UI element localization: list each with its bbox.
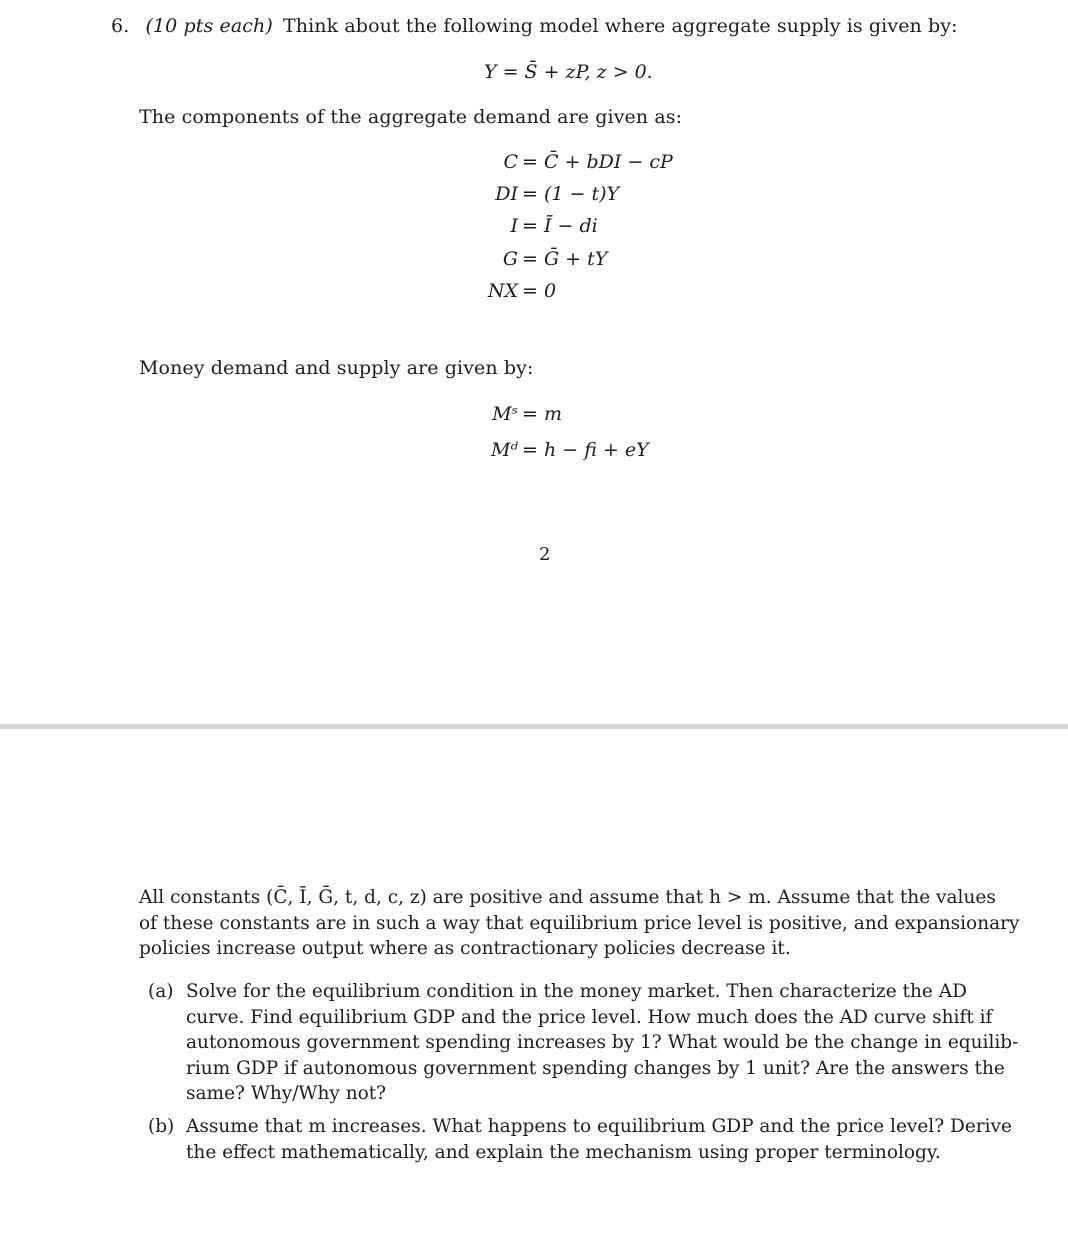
demand-intro: The components of the aggregate demand are given as: — [139, 106, 683, 128]
paragraph-line: All constants (C̄, Ī, Ḡ, t, d, c, z) are positive and assume that h > m. Assume that the values — [139, 887, 996, 908]
equation-rhs: = 0 — [522, 280, 557, 302]
equation-row — [430, 182, 730, 207]
part-a-text — [186, 979, 1019, 1107]
equation-row — [430, 214, 730, 239]
document-page-lower — [0, 729, 1068, 1251]
part-b-text — [186, 1114, 1011, 1165]
equation-rhs: = h − fi + eY — [522, 439, 649, 461]
equation-row — [430, 438, 730, 463]
equation-rhs: = (1 − t)Y — [522, 183, 620, 205]
demand-equations — [430, 150, 730, 315]
equation-rhs: = Ī − di — [522, 215, 598, 237]
paragraph-line: same? Why/Why not? — [186, 1083, 387, 1104]
supply-equation: Y = S̄ + zP, z > 0. — [484, 61, 653, 83]
question-number: 6. — [111, 15, 130, 37]
paragraph-line: rium GDP if autonomous government spending changes by 1 unit? Are the answers the — [186, 1057, 1005, 1079]
part-b-label: (b) — [148, 1116, 175, 1137]
question-intro: Think about the following model where aggregate supply is given by: — [283, 15, 958, 37]
question-header — [111, 14, 958, 39]
money-equations — [430, 402, 730, 472]
part-a-label: (a) — [148, 981, 174, 1002]
equation-row — [430, 247, 730, 272]
equation-row — [430, 279, 730, 304]
paragraph-line: curve. Find equilibrium GDP and the price level. How much does the AD curve shift if — [186, 1006, 993, 1028]
equation-rhs: = C̄ + bDI − cP — [522, 151, 673, 173]
equation-lhs: Mᵈ — [490, 439, 518, 461]
equation-lhs: DI — [495, 183, 518, 205]
paragraph-line: Solve for the equilibrium condition in the money market. Then characterize the AD — [186, 981, 967, 1002]
paragraph-line: the effect mathematically, and explain the mechanism using proper terminology. — [186, 1141, 941, 1163]
equation-lhs: G — [502, 248, 518, 270]
equation-row — [430, 402, 730, 427]
paragraph-line: Assume that m increases. What happens to equilibrium GDP and the price level? Derive — [186, 1116, 1012, 1137]
equation-row — [430, 150, 730, 175]
paragraph-line: policies increase output where as contractionary policies decrease it. — [139, 938, 791, 959]
assumptions-paragraph — [139, 885, 1020, 962]
equation-rhs: = Ḡ + tY — [522, 248, 608, 270]
paragraph-line: autonomous government spending increases by 1? What would be the change in equilib- — [186, 1032, 1019, 1053]
page-number: 2 — [539, 544, 551, 565]
equation-lhs: Mˢ — [492, 403, 518, 425]
equation-rhs: = m — [522, 403, 562, 425]
equation-lhs: I — [510, 215, 518, 237]
paragraph-line: of these constants are in such a way that equilibrium price level is positive, and expansionary — [139, 912, 1020, 934]
equation-lhs: NX — [487, 280, 518, 302]
money-intro: Money demand and supply are given by: — [139, 357, 534, 379]
question-points: (10 pts each) — [145, 15, 273, 37]
equation-lhs: C — [503, 151, 518, 173]
